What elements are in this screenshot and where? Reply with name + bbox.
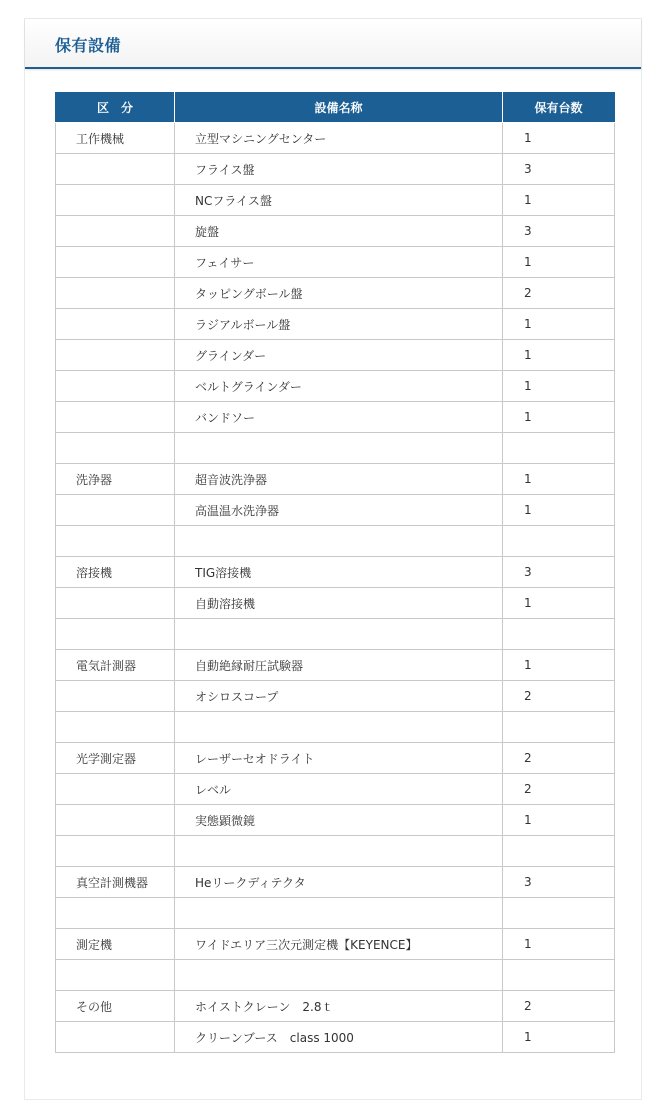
cell-quantity: 1 xyxy=(503,123,615,154)
cell-category xyxy=(56,185,175,216)
table-header-row xyxy=(56,92,615,123)
cell-category xyxy=(56,216,175,247)
table-row xyxy=(56,1022,615,1053)
cell-quantity: 3 xyxy=(503,557,615,588)
cell-category xyxy=(56,526,175,557)
table-row xyxy=(56,743,615,774)
equipment-table xyxy=(55,92,615,1053)
cell-quantity: 3 xyxy=(503,867,615,898)
cell-category xyxy=(56,371,175,402)
cell-equipment-name xyxy=(175,836,503,867)
cell-quantity xyxy=(503,712,615,743)
cell-quantity: 1 xyxy=(503,1022,615,1053)
cell-equipment-name xyxy=(175,526,503,557)
section-header xyxy=(25,19,641,69)
table-row xyxy=(56,185,615,216)
cell-equipment-name: Heリークディテクタ xyxy=(175,867,503,898)
table-row xyxy=(56,340,615,371)
cell-equipment-name: グラインダー xyxy=(175,340,503,371)
table-row xyxy=(56,650,615,681)
table-row xyxy=(56,216,615,247)
cell-category xyxy=(56,588,175,619)
cell-category: 光学測定器 xyxy=(56,743,175,774)
cell-equipment-name: 実態顕微鏡 xyxy=(175,805,503,836)
table-row xyxy=(56,619,615,650)
table-row xyxy=(56,712,615,743)
cell-category xyxy=(56,805,175,836)
cell-quantity: 3 xyxy=(503,216,615,247)
cell-equipment-name xyxy=(175,433,503,464)
cell-quantity xyxy=(503,619,615,650)
cell-equipment-name: TIG溶接機 xyxy=(175,557,503,588)
cell-equipment-name: 自動溶接機 xyxy=(175,588,503,619)
table-row xyxy=(56,960,615,991)
cell-equipment-name: レーザーセオドライト xyxy=(175,743,503,774)
cell-equipment-name: 立型マシニングセンター xyxy=(175,123,503,154)
cell-quantity: 1 xyxy=(503,495,615,526)
cell-category: 洗浄器 xyxy=(56,464,175,495)
cell-category: 電気計測器 xyxy=(56,650,175,681)
cell-quantity xyxy=(503,433,615,464)
table-row xyxy=(56,898,615,929)
table-row xyxy=(56,805,615,836)
table-row xyxy=(56,309,615,340)
table-row xyxy=(56,867,615,898)
cell-quantity: 1 xyxy=(503,371,615,402)
cell-quantity: 1 xyxy=(503,309,615,340)
table-row xyxy=(56,123,615,154)
table-row xyxy=(56,247,615,278)
header-category: 区 分 xyxy=(56,92,175,123)
cell-category: 測定機 xyxy=(56,929,175,960)
cell-category xyxy=(56,898,175,929)
cell-quantity: 1 xyxy=(503,340,615,371)
cell-quantity: 1 xyxy=(503,650,615,681)
cell-category xyxy=(56,495,175,526)
cell-quantity: 2 xyxy=(503,991,615,1022)
cell-category xyxy=(56,247,175,278)
cell-category xyxy=(56,402,175,433)
cell-equipment-name: ホイストクレーン 2.8ｔ xyxy=(175,991,503,1022)
cell-equipment-name: 超音波洗浄器 xyxy=(175,464,503,495)
cell-quantity: 1 xyxy=(503,402,615,433)
cell-equipment-name: 自動絶縁耐圧試験器 xyxy=(175,650,503,681)
cell-equipment-name: 旋盤 xyxy=(175,216,503,247)
table-row xyxy=(56,774,615,805)
cell-category xyxy=(56,433,175,464)
cell-category xyxy=(56,960,175,991)
cell-category: 工作機械 xyxy=(56,123,175,154)
cell-category xyxy=(56,309,175,340)
cell-equipment-name: ワイドエリア三次元測定機【KEYENCE】 xyxy=(175,929,503,960)
cell-equipment-name: フライス盤 xyxy=(175,154,503,185)
cell-equipment-name: 高温温水洗浄器 xyxy=(175,495,503,526)
table-row xyxy=(56,557,615,588)
cell-quantity xyxy=(503,526,615,557)
cell-quantity: 1 xyxy=(503,805,615,836)
cell-equipment-name xyxy=(175,619,503,650)
cell-quantity: 1 xyxy=(503,464,615,495)
cell-quantity xyxy=(503,898,615,929)
cell-category xyxy=(56,619,175,650)
cell-category xyxy=(56,712,175,743)
cell-quantity xyxy=(503,960,615,991)
cell-quantity: 2 xyxy=(503,774,615,805)
cell-category: 真空計測機器 xyxy=(56,867,175,898)
cell-category xyxy=(56,836,175,867)
cell-equipment-name xyxy=(175,898,503,929)
equipment-panel xyxy=(24,18,642,1100)
table-row xyxy=(56,681,615,712)
cell-quantity: 2 xyxy=(503,743,615,774)
cell-equipment-name: フェイサー xyxy=(175,247,503,278)
cell-quantity xyxy=(503,836,615,867)
cell-quantity: 2 xyxy=(503,681,615,712)
cell-equipment-name: クリーンブース class 1000 xyxy=(175,1022,503,1053)
table-row xyxy=(56,836,615,867)
cell-equipment-name: レベル xyxy=(175,774,503,805)
cell-equipment-name: ベルトグラインダー xyxy=(175,371,503,402)
cell-category xyxy=(56,774,175,805)
cell-equipment-name: オシロスコープ xyxy=(175,681,503,712)
cell-quantity: 2 xyxy=(503,278,615,309)
cell-equipment-name xyxy=(175,960,503,991)
table-row xyxy=(56,526,615,557)
header-quantity: 保有台数 xyxy=(503,92,615,123)
cell-quantity: 3 xyxy=(503,154,615,185)
header-equipment-name: 設備名称 xyxy=(175,92,503,123)
cell-equipment-name: タッピングボール盤 xyxy=(175,278,503,309)
table-row xyxy=(56,371,615,402)
table-row xyxy=(56,929,615,960)
cell-quantity: 1 xyxy=(503,247,615,278)
table-row xyxy=(56,588,615,619)
table-row xyxy=(56,154,615,185)
cell-category xyxy=(56,340,175,371)
cell-category: その他 xyxy=(56,991,175,1022)
cell-equipment-name: ラジアルボール盤 xyxy=(175,309,503,340)
cell-category xyxy=(56,278,175,309)
cell-equipment-name: バンドソー xyxy=(175,402,503,433)
cell-equipment-name: NCフライス盤 xyxy=(175,185,503,216)
cell-category xyxy=(56,1022,175,1053)
page-title: 保有設備 xyxy=(55,36,122,55)
cell-quantity: 1 xyxy=(503,588,615,619)
table-row xyxy=(56,464,615,495)
table-row xyxy=(56,433,615,464)
table-row xyxy=(56,402,615,433)
table-body xyxy=(56,123,615,1053)
cell-category xyxy=(56,681,175,712)
cell-quantity: 1 xyxy=(503,929,615,960)
table-row xyxy=(56,278,615,309)
cell-category xyxy=(56,154,175,185)
table-row xyxy=(56,495,615,526)
table-row xyxy=(56,991,615,1022)
cell-quantity: 1 xyxy=(503,185,615,216)
cell-category: 溶接機 xyxy=(56,557,175,588)
cell-equipment-name xyxy=(175,712,503,743)
